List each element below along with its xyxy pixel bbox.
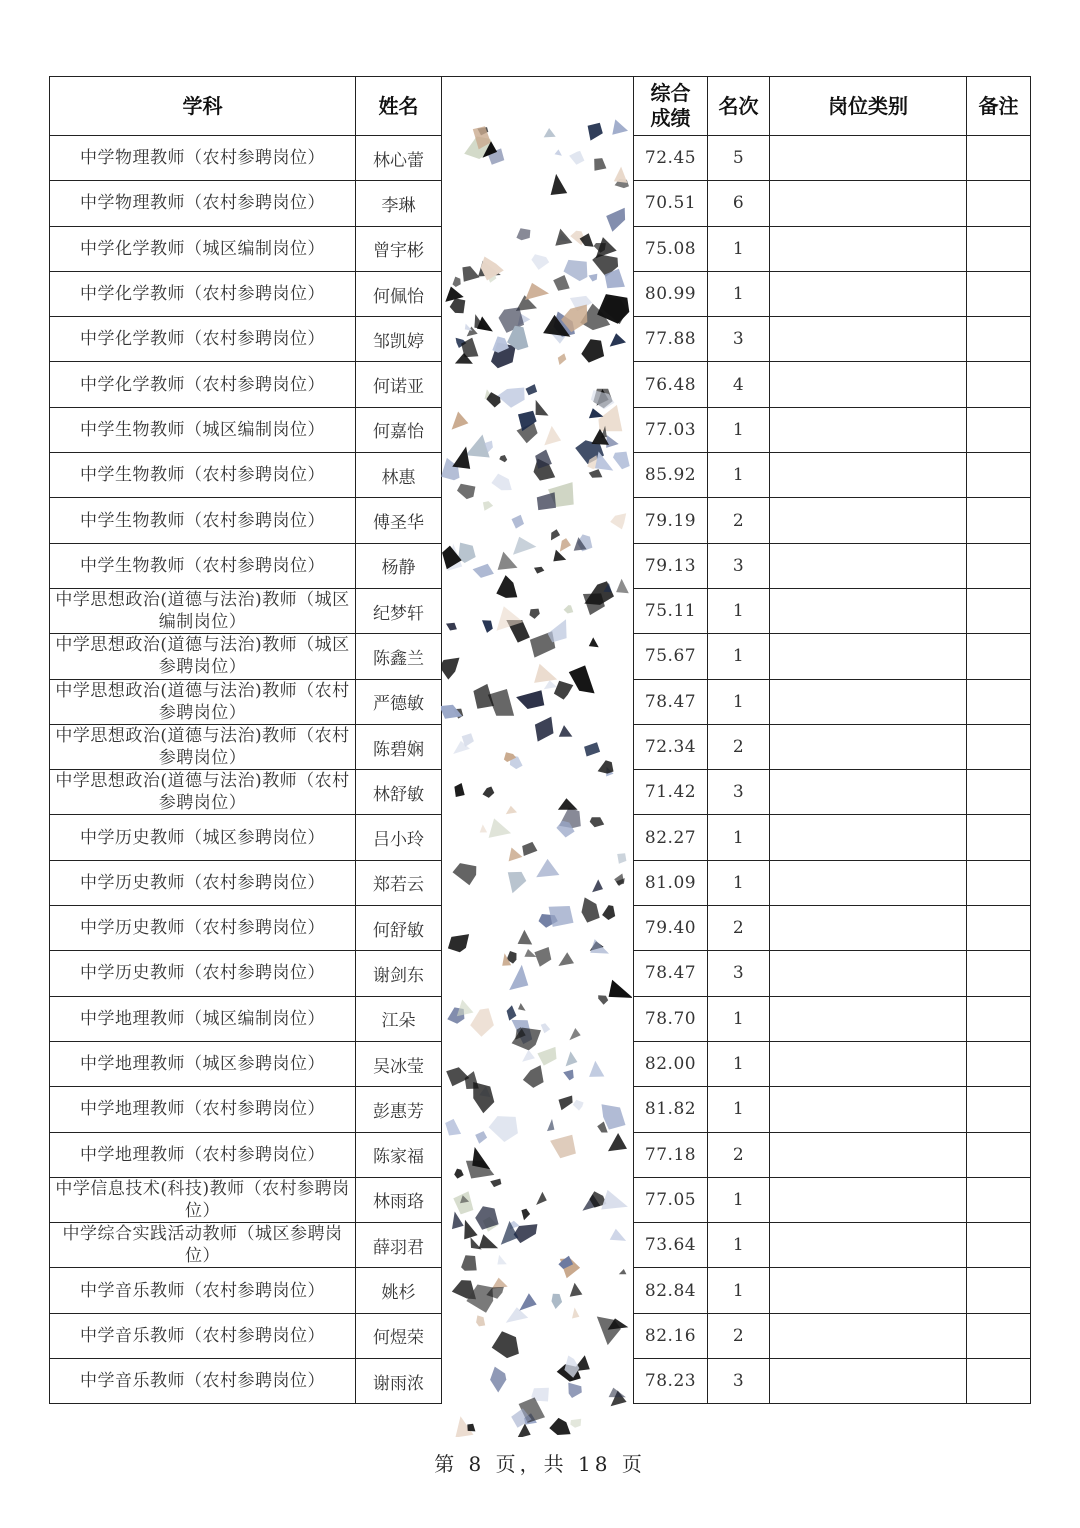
remark-cell (967, 271, 1031, 316)
remark-cell (967, 181, 1031, 226)
subject-cell: 中学思想政治(道德与法治)教师（城区编制岗位） (50, 588, 356, 633)
footer-total-pages: 18 (578, 1452, 612, 1476)
rank-cell: 6 (708, 181, 770, 226)
subject-cell: 中学思想政治(道德与法治)教师（农村参聘岗位） (50, 770, 356, 815)
subject-cell: 中学历史教师（农村参聘岗位） (50, 860, 356, 905)
subject-cell: 中学历史教师（城区参聘岗位） (50, 815, 356, 860)
position-category-cell (770, 136, 967, 181)
subject-cell: 中学生物教师（农村参聘岗位） (50, 543, 356, 588)
remark-cell (967, 1359, 1031, 1404)
redacted-cell (442, 1132, 634, 1177)
score-cell: 71.42 (634, 770, 708, 815)
redacted-cell (442, 136, 634, 181)
position-category-cell (770, 543, 967, 588)
redacted-cell (442, 226, 634, 271)
redacted-cell (442, 1087, 634, 1132)
rank-cell: 1 (708, 634, 770, 679)
subject-cell: 中学地理教师（农村参聘岗位） (50, 1132, 356, 1177)
position-category-cell (770, 860, 967, 905)
table-row (50, 1177, 1031, 1222)
table-header-row (50, 77, 1031, 136)
table-row (50, 1313, 1031, 1358)
table-row (50, 543, 1031, 588)
header-position-category: 岗位类别 (770, 77, 967, 136)
redacted-cell (442, 996, 634, 1041)
score-cell: 76.48 (634, 362, 708, 407)
table-row (50, 1087, 1031, 1132)
rank-cell: 1 (708, 1268, 770, 1313)
header-rank: 名次 (708, 77, 770, 136)
score-cell: 75.08 (634, 226, 708, 271)
name-cell: 何煜荣 (356, 1313, 442, 1358)
position-category-cell (770, 1041, 967, 1086)
redacted-cell (442, 181, 634, 226)
rank-cell: 5 (708, 136, 770, 181)
remark-cell (967, 951, 1031, 996)
name-cell: 陈家福 (356, 1132, 442, 1177)
subject-cell: 中学化学教师（农村参聘岗位） (50, 362, 356, 407)
table-row (50, 362, 1031, 407)
table-row (50, 1268, 1031, 1313)
name-cell: 吕小玲 (356, 815, 442, 860)
score-cell: 78.70 (634, 996, 708, 1041)
footer-suffix: 页 (621, 1452, 646, 1476)
remark-cell (967, 724, 1031, 769)
score-cell: 77.18 (634, 1132, 708, 1177)
rank-cell: 2 (708, 724, 770, 769)
table-row (50, 679, 1031, 724)
rank-cell: 1 (708, 1223, 770, 1268)
table-row (50, 724, 1031, 769)
position-category-cell (770, 317, 967, 362)
rank-cell: 3 (708, 317, 770, 362)
footer-middle: 页，共 (495, 1452, 568, 1476)
score-cell: 85.92 (634, 453, 708, 498)
rank-cell: 1 (708, 271, 770, 316)
remark-cell (967, 1087, 1031, 1132)
name-cell: 傅圣华 (356, 498, 442, 543)
redacted-cell (442, 362, 634, 407)
position-category-cell (770, 1132, 967, 1177)
score-cell: 77.88 (634, 317, 708, 362)
rank-cell: 1 (708, 407, 770, 452)
rank-cell: 2 (708, 498, 770, 543)
remark-cell (967, 362, 1031, 407)
position-category-cell (770, 407, 967, 452)
header-score-label: 综合 成绩 (650, 81, 691, 130)
footer-prefix: 第 (434, 1452, 459, 1476)
remark-cell (967, 226, 1031, 271)
name-cell: 何嘉怡 (356, 407, 442, 452)
mosaic-fragment (467, 1424, 475, 1432)
score-cell: 81.09 (634, 860, 708, 905)
table-row (50, 181, 1031, 226)
redacted-cell (442, 498, 634, 543)
table-row (50, 1223, 1031, 1268)
rank-cell: 3 (708, 951, 770, 996)
subject-cell: 中学综合实践活动教师（城区参聘岗位） (50, 1223, 356, 1268)
redacted-cell (442, 1359, 634, 1404)
remark-cell (967, 1132, 1031, 1177)
name-cell: 纪梦轩 (356, 588, 442, 633)
mosaic-fragment (455, 1416, 473, 1437)
name-cell: 陈碧娴 (356, 724, 442, 769)
position-category-cell (770, 951, 967, 996)
name-cell: 林惠 (356, 453, 442, 498)
redacted-cell (442, 588, 634, 633)
name-cell: 林心蕾 (356, 136, 442, 181)
redacted-cell (442, 1268, 634, 1313)
remark-cell (967, 1223, 1031, 1268)
remark-cell (967, 498, 1031, 543)
position-category-cell (770, 1359, 967, 1404)
position-category-cell (770, 588, 967, 633)
score-cell: 79.19 (634, 498, 708, 543)
subject-cell: 中学思想政治(道德与法治)教师（城区参聘岗位） (50, 634, 356, 679)
rank-cell: 3 (708, 1359, 770, 1404)
rank-cell: 1 (708, 1041, 770, 1086)
name-cell: 何佩怡 (356, 271, 442, 316)
footer-page-number: 8 (468, 1452, 486, 1476)
subject-cell: 中学思想政治(道德与法治)教师（农村参聘岗位） (50, 724, 356, 769)
table-row (50, 770, 1031, 815)
name-cell: 林雨珞 (356, 1177, 442, 1222)
table-row (50, 498, 1031, 543)
rank-cell: 1 (708, 679, 770, 724)
subject-cell: 中学化学教师（农村参聘岗位） (50, 317, 356, 362)
score-cell: 81.82 (634, 1087, 708, 1132)
redacted-cell (442, 317, 634, 362)
table-row (50, 996, 1031, 1041)
position-category-cell (770, 770, 967, 815)
remark-cell (967, 1313, 1031, 1358)
position-category-cell (770, 271, 967, 316)
position-category-cell (770, 181, 967, 226)
table-row (50, 226, 1031, 271)
position-category-cell (770, 1268, 967, 1313)
score-cell: 82.16 (634, 1313, 708, 1358)
remark-cell (967, 679, 1031, 724)
position-category-cell (770, 362, 967, 407)
subject-cell: 中学音乐教师（农村参聘岗位） (50, 1268, 356, 1313)
mosaic-fragment (517, 1424, 531, 1438)
score-cell: 78.47 (634, 679, 708, 724)
subject-cell: 中学化学教师（农村参聘岗位） (50, 271, 356, 316)
redacted-cell (442, 634, 634, 679)
header-subject: 学科 (50, 77, 356, 136)
table-row (50, 1041, 1031, 1086)
name-cell: 李琳 (356, 181, 442, 226)
redacted-cell (442, 724, 634, 769)
name-cell: 姚杉 (356, 1268, 442, 1313)
name-cell: 吴冰莹 (356, 1041, 442, 1086)
score-cell: 82.00 (634, 1041, 708, 1086)
remark-cell (967, 588, 1031, 633)
score-cell: 77.03 (634, 407, 708, 452)
redacted-cell (442, 815, 634, 860)
remark-cell (967, 634, 1031, 679)
position-category-cell (770, 1177, 967, 1222)
redacted-cell (442, 407, 634, 452)
remark-cell (967, 1268, 1031, 1313)
rank-cell: 4 (708, 362, 770, 407)
remark-cell (967, 543, 1031, 588)
rank-cell: 2 (708, 1132, 770, 1177)
rank-cell: 1 (708, 1177, 770, 1222)
score-cell: 79.40 (634, 906, 708, 951)
remark-cell (967, 453, 1031, 498)
score-cell: 72.34 (634, 724, 708, 769)
position-category-cell (770, 634, 967, 679)
subject-cell: 中学物理教师（农村参聘岗位） (50, 181, 356, 226)
name-cell: 林舒敏 (356, 770, 442, 815)
score-cell: 82.84 (634, 1268, 708, 1313)
table-row (50, 317, 1031, 362)
position-category-cell (770, 453, 967, 498)
score-cell: 70.51 (634, 181, 708, 226)
score-cell: 80.99 (634, 271, 708, 316)
remark-cell (967, 860, 1031, 905)
name-cell: 彭惠芳 (356, 1087, 442, 1132)
mosaic-fragment (549, 1418, 570, 1435)
remark-cell (967, 815, 1031, 860)
redacted-cell (442, 1223, 634, 1268)
rank-cell: 1 (708, 588, 770, 633)
name-cell: 邹凯婷 (356, 317, 442, 362)
subject-cell: 中学音乐教师（农村参聘岗位） (50, 1359, 356, 1404)
table-row (50, 136, 1031, 181)
subject-cell: 中学生物教师（农村参聘岗位） (50, 453, 356, 498)
redacted-cell (442, 679, 634, 724)
rank-cell: 1 (708, 453, 770, 498)
subject-cell: 中学历史教师（农村参聘岗位） (50, 906, 356, 951)
score-cell: 75.67 (634, 634, 708, 679)
name-cell: 何舒敏 (356, 906, 442, 951)
position-category-cell (770, 724, 967, 769)
redacted-cell (442, 1313, 634, 1358)
header-name: 姓名 (356, 77, 442, 136)
redacted-cell (442, 770, 634, 815)
rank-cell: 1 (708, 226, 770, 271)
table-row (50, 906, 1031, 951)
redacted-cell (442, 543, 634, 588)
redacted-cell (442, 453, 634, 498)
subject-cell: 中学化学教师（城区编制岗位） (50, 226, 356, 271)
remark-cell (967, 407, 1031, 452)
position-category-cell (770, 1087, 967, 1132)
remark-cell (967, 906, 1031, 951)
remark-cell (967, 317, 1031, 362)
name-cell: 薛羽君 (356, 1223, 442, 1268)
redacted-cell (442, 951, 634, 996)
position-category-cell (770, 226, 967, 271)
mosaic-fragment (570, 1419, 581, 1428)
name-cell: 何诺亚 (356, 362, 442, 407)
subject-cell: 中学生物教师（农村参聘岗位） (50, 498, 356, 543)
subject-cell: 中学物理教师（农村参聘岗位） (50, 136, 356, 181)
score-cell: 73.64 (634, 1223, 708, 1268)
score-cell: 79.13 (634, 543, 708, 588)
table-body (50, 136, 1031, 1404)
redacted-cell (442, 271, 634, 316)
name-cell: 陈鑫兰 (356, 634, 442, 679)
position-category-cell (770, 815, 967, 860)
position-category-cell (770, 996, 967, 1041)
name-cell: 谢雨浓 (356, 1359, 442, 1404)
header-redacted-id (442, 77, 634, 136)
name-cell: 郑若云 (356, 860, 442, 905)
remark-cell (967, 1041, 1031, 1086)
table-row (50, 407, 1031, 452)
mosaic-fragment (511, 1408, 531, 1427)
score-cell: 78.47 (634, 951, 708, 996)
table-row (50, 815, 1031, 860)
page-footer (0, 1448, 1080, 1477)
rank-cell: 3 (708, 543, 770, 588)
name-cell: 严德敏 (356, 679, 442, 724)
table-row (50, 951, 1031, 996)
name-cell: 曾宇彬 (356, 226, 442, 271)
score-cell: 82.27 (634, 815, 708, 860)
name-cell: 谢剑东 (356, 951, 442, 996)
table-row (50, 860, 1031, 905)
header-remark: 备注 (967, 77, 1031, 136)
name-cell: 江朵 (356, 996, 442, 1041)
subject-cell: 中学地理教师（城区参聘岗位） (50, 1041, 356, 1086)
remark-cell (967, 1177, 1031, 1222)
subject-cell: 中学历史教师（农村参聘岗位） (50, 951, 356, 996)
subject-cell: 中学信息技术(科技)教师（农村参聘岗位） (50, 1177, 356, 1222)
redacted-cell (442, 1177, 634, 1222)
remark-cell (967, 770, 1031, 815)
position-category-cell (770, 498, 967, 543)
position-category-cell (770, 906, 967, 951)
table-row (50, 1359, 1031, 1404)
score-cell: 77.05 (634, 1177, 708, 1222)
position-category-cell (770, 1223, 967, 1268)
redacted-cell (442, 906, 634, 951)
subject-cell: 中学生物教师（城区编制岗位） (50, 407, 356, 452)
rank-cell: 2 (708, 1313, 770, 1358)
table-row (50, 1132, 1031, 1177)
mosaic-fragment (524, 1413, 537, 1424)
score-cell: 75.11 (634, 588, 708, 633)
remark-cell (967, 136, 1031, 181)
position-category-cell (770, 1313, 967, 1358)
rank-cell: 3 (708, 770, 770, 815)
rank-cell: 1 (708, 1087, 770, 1132)
subject-cell: 中学地理教师（农村参聘岗位） (50, 1087, 356, 1132)
redacted-cell (442, 1041, 634, 1086)
name-cell: 杨静 (356, 543, 442, 588)
rank-cell: 1 (708, 815, 770, 860)
table-row (50, 634, 1031, 679)
subject-cell: 中学思想政治(道德与法治)教师（农村参聘岗位） (50, 679, 356, 724)
subject-cell: 中学音乐教师（农村参聘岗位） (50, 1313, 356, 1358)
table-row (50, 588, 1031, 633)
position-category-cell (770, 679, 967, 724)
score-cell: 78.23 (634, 1359, 708, 1404)
rank-cell: 1 (708, 860, 770, 905)
remark-cell (967, 996, 1031, 1041)
subject-cell: 中学地理教师（城区编制岗位） (50, 996, 356, 1041)
score-cell: 72.45 (634, 136, 708, 181)
results-table (49, 76, 1031, 1404)
rank-cell: 2 (708, 906, 770, 951)
header-score (634, 77, 708, 136)
redacted-cell (442, 860, 634, 905)
table-row (50, 271, 1031, 316)
rank-cell: 1 (708, 996, 770, 1041)
table-row (50, 453, 1031, 498)
